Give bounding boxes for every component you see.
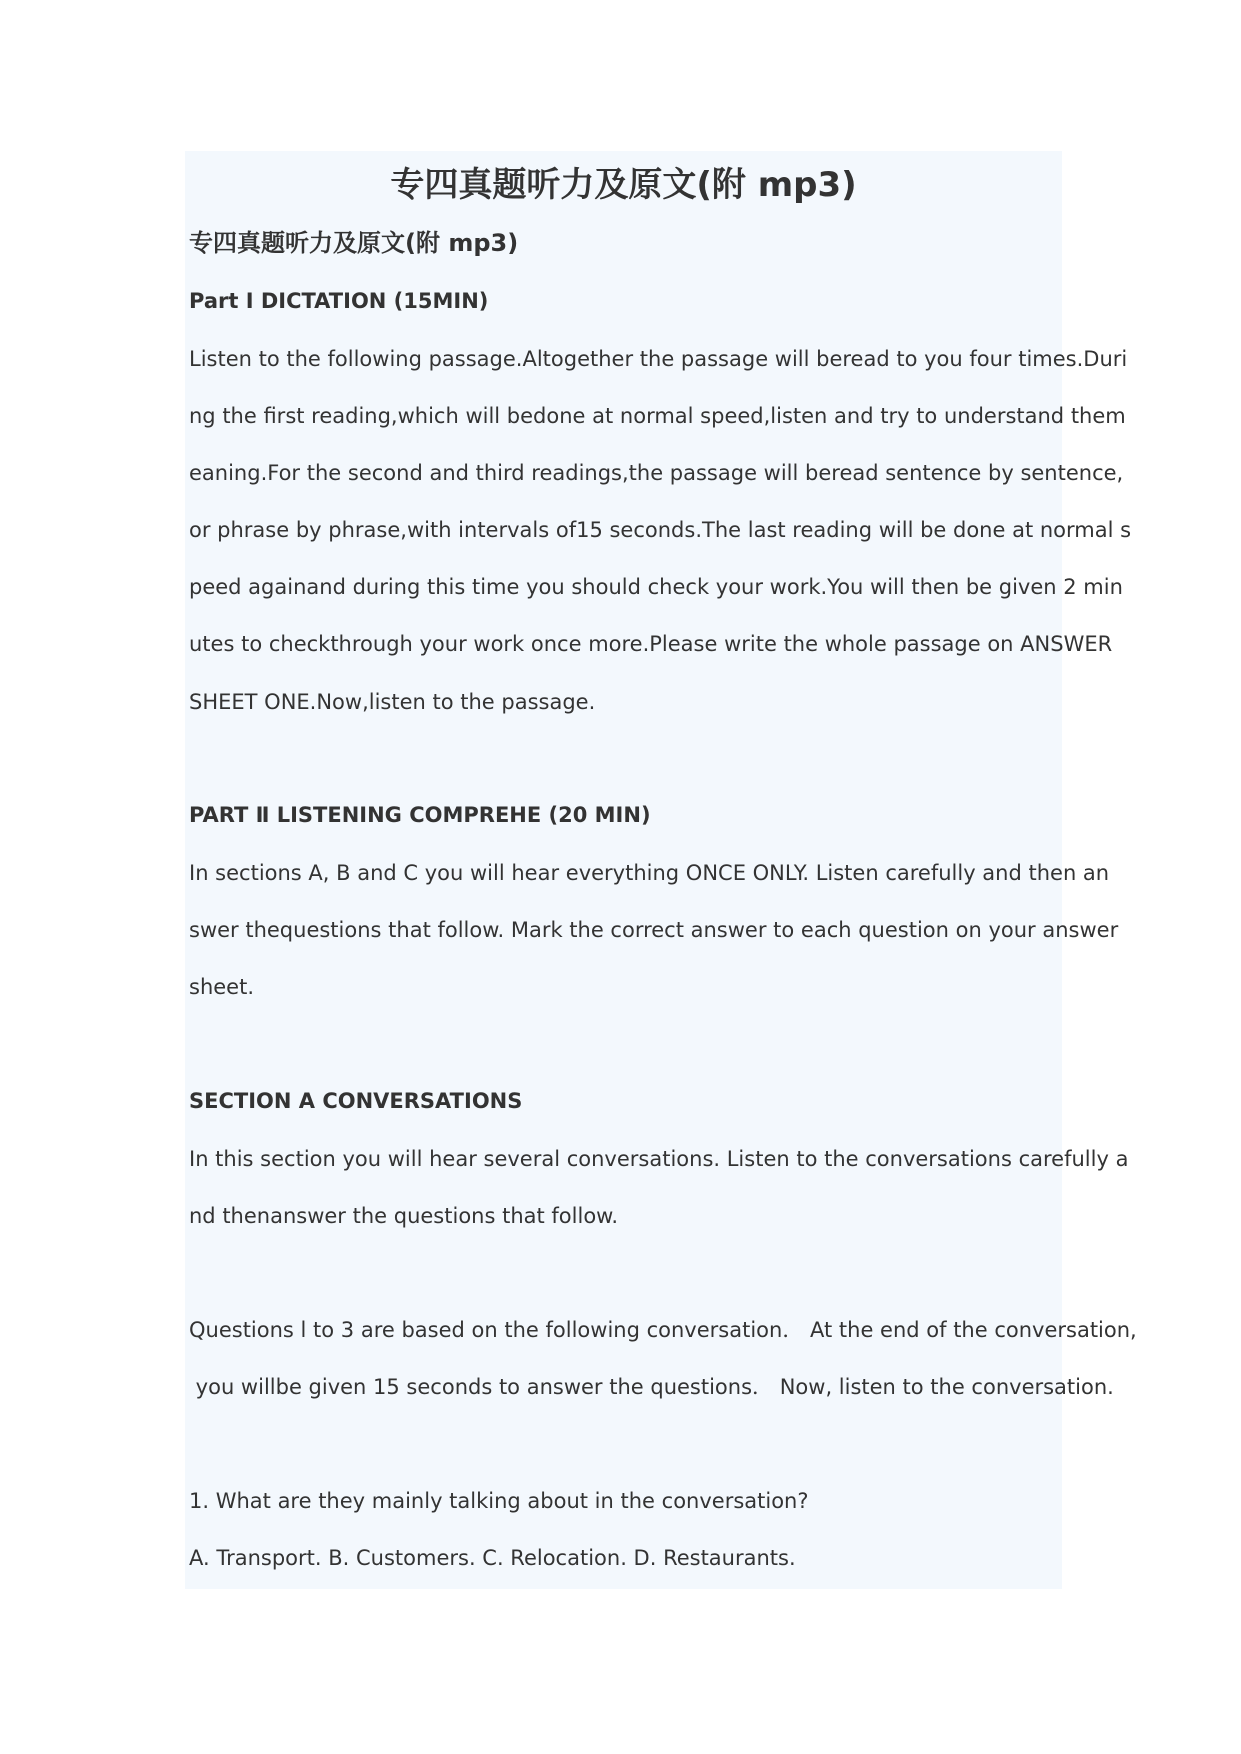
- document-subtitle: 专四真题听力及原文(附 mp3): [189, 229, 519, 257]
- part2-line: sheet.: [189, 975, 254, 999]
- section-a-line: nd thenanswer the questions that follow.: [189, 1204, 619, 1228]
- document-title: 专四真题听力及原文(附 mp3): [390, 165, 857, 205]
- part2-heading: PART Ⅱ LISTENING COMPREHE (20 MIN): [189, 803, 651, 827]
- questions-intro-line: you willbe given 15 seconds to answer the questions． Now, listen to the conversation.: [189, 1375, 1114, 1399]
- section-a-heading: SECTION A CONVERSATIONS: [189, 1089, 523, 1113]
- part1-line: Listen to the following passage.Altogether the passage will beread to you four times.Duri: [189, 347, 1128, 371]
- questions-intro-line: Questions l to 3 are based on the following conversation． At the end of the conversation,: [189, 1318, 1137, 1342]
- part1-line: eaning.For the second and third readings,the passage will beread sentence by sentence,: [189, 461, 1124, 485]
- part1-line: SHEET ONE.Now,listen to the passage.: [189, 690, 596, 714]
- question-1-options: A. Transport. B. Customers. C. Relocation. D. Restaurants.: [189, 1546, 796, 1570]
- question-1-text: 1. What are they mainly talking about in the conversation?: [189, 1489, 809, 1513]
- part1-line: or phrase by phrase,with intervals of15 seconds.The last reading will be done at normal s: [189, 518, 1132, 542]
- part2-line: swer thequestions that follow. Mark the correct answer to each question on your answer: [189, 918, 1119, 942]
- part2-line: In sections A, B and C you will hear everything ONCE ONLY. Listen carefully and then an: [189, 861, 1110, 885]
- part1-line: peed againand during this time you should check your work.You will then be given 2 min: [189, 575, 1123, 599]
- part1-line: ng the first reading,which will bedone at normal speed,listen and try to understand them: [189, 404, 1126, 428]
- part1-line: utes to checkthrough your work once more.Please write the whole passage on ANSWER: [189, 632, 1113, 656]
- part1-heading: Part I DICTATION (15MIN): [189, 289, 489, 313]
- section-a-line: In this section you will hear several conversations. Listen to the conversations carefully a: [189, 1147, 1129, 1171]
